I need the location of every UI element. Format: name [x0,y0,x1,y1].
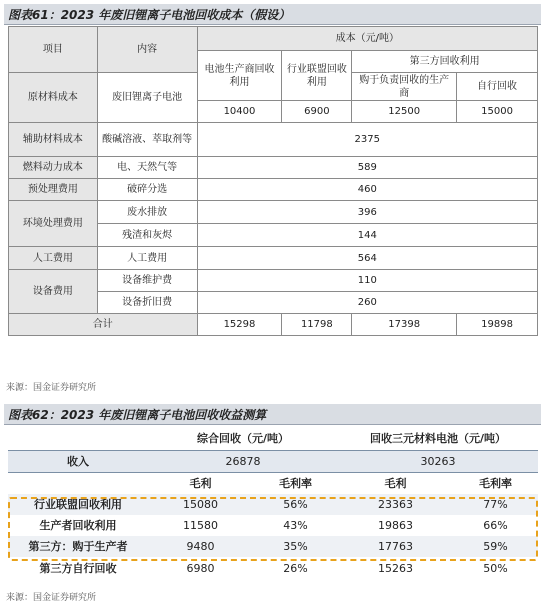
row-value: 43% [283,519,308,532]
env-value: 144 [197,224,537,247]
header-col-b: 行业联盟回收利用 [282,51,352,101]
row-label: 第三方：购于生产者 [8,536,148,557]
raw-material-content: 废旧锂离子电池 [97,73,197,123]
row-value: 50% [483,561,508,575]
sub-header: 毛利率 [279,476,312,490]
revenue-label: 收入 [8,450,148,472]
revenue-value: 30263 [338,450,538,472]
row-value: 460 [197,179,537,201]
revenue-value: 26878 [148,450,338,472]
row-content: 酸碱溶液、萃取剂等 [97,123,197,157]
raw-value-b: 6900 [282,101,352,123]
group-header: 回收三元材料电池（元/吨） [338,428,538,450]
row-value: 23363 [338,494,453,515]
corner-cell [8,428,148,450]
row-value: 6980 [186,561,215,575]
total-label: 合计 [9,314,198,336]
row-value: 15080 [148,494,253,515]
row-value: 77% [453,494,538,515]
total-value-a: 15298 [197,314,282,336]
table61-title-bar [4,4,541,25]
row-label: 燃料动力成本 [9,157,98,179]
row-value: 56% [253,494,338,515]
profit-table [8,428,538,579]
row-label: 生产者回收利用 [39,519,117,532]
raw-value-a: 10400 [197,101,282,123]
total-value-b: 11798 [282,314,352,336]
raw-value-c: 12500 [352,101,457,123]
row-value: 26% [283,561,308,575]
header-col-c: 购于负责回收的生产商 [352,73,457,101]
header-item: 项目 [9,27,98,73]
row-value: 19863 [378,519,413,532]
raw-value-d: 15000 [457,101,538,123]
row-label: 第三方自行回收 [39,561,117,575]
header-content: 内容 [97,27,197,73]
equipment-content: 设备折旧费 [97,292,197,314]
env-label: 环境处理费用 [9,201,98,247]
raw-material-label: 原材料成本 [9,73,98,123]
equipment-value: 260 [197,292,537,314]
env-content: 残渣和灰烬 [97,224,197,247]
cost-table [8,26,538,336]
row-label: 行业联盟回收利用 [8,494,148,515]
row-value: 66% [483,519,508,532]
row-value: 15263 [378,561,413,575]
header-col-a: 电池生产商回收利用 [197,51,282,101]
sub-header: 毛利 [384,476,407,490]
sub-header: 毛利率 [479,476,512,490]
table61-source: 来源：国金证券研究所 [6,383,97,393]
row-content: 破碎分选 [97,179,197,201]
total-value-d: 19898 [457,314,538,336]
total-value-c: 17398 [352,314,457,336]
env-content: 废水排放 [97,201,197,224]
row-value: 59% [453,536,538,557]
labor-value: 564 [197,247,537,270]
row-label: 辅助材料成本 [9,123,98,157]
equipment-value: 110 [197,270,537,292]
table61-title: 图表61：2023 年废旧锂离子电池回收成本（假设） [8,8,291,22]
row-value: 11580 [183,519,218,532]
group-header: 综合回收（元/吨） [148,428,338,450]
header-third-party: 第三方回收利用 [352,51,538,73]
env-value: 396 [197,201,537,224]
row-value: 589 [197,157,537,179]
row-content: 电、天然气等 [97,157,197,179]
table62-title: 图表62：2023 年废旧锂离子电池回收收益测算 [8,408,267,422]
equipment-label: 设备费用 [9,270,98,314]
row-value: 9480 [148,536,253,557]
row-label: 预处理费用 [9,179,98,201]
table62-source: 来源：国金证券研究所 [6,593,97,603]
table62-title-bar [4,404,541,425]
row-value: 2375 [197,123,537,157]
row-value: 35% [253,536,338,557]
sub-header: 毛利 [189,476,212,490]
row-value: 17763 [338,536,453,557]
header-cost-group: 成本（元/吨） [197,27,537,51]
equipment-content: 设备维护费 [97,270,197,292]
header-col-d: 自行回收 [457,73,538,101]
labor-content: 人工费用 [97,247,197,270]
corner-cell [8,472,148,494]
labor-label: 人工费用 [9,247,98,270]
